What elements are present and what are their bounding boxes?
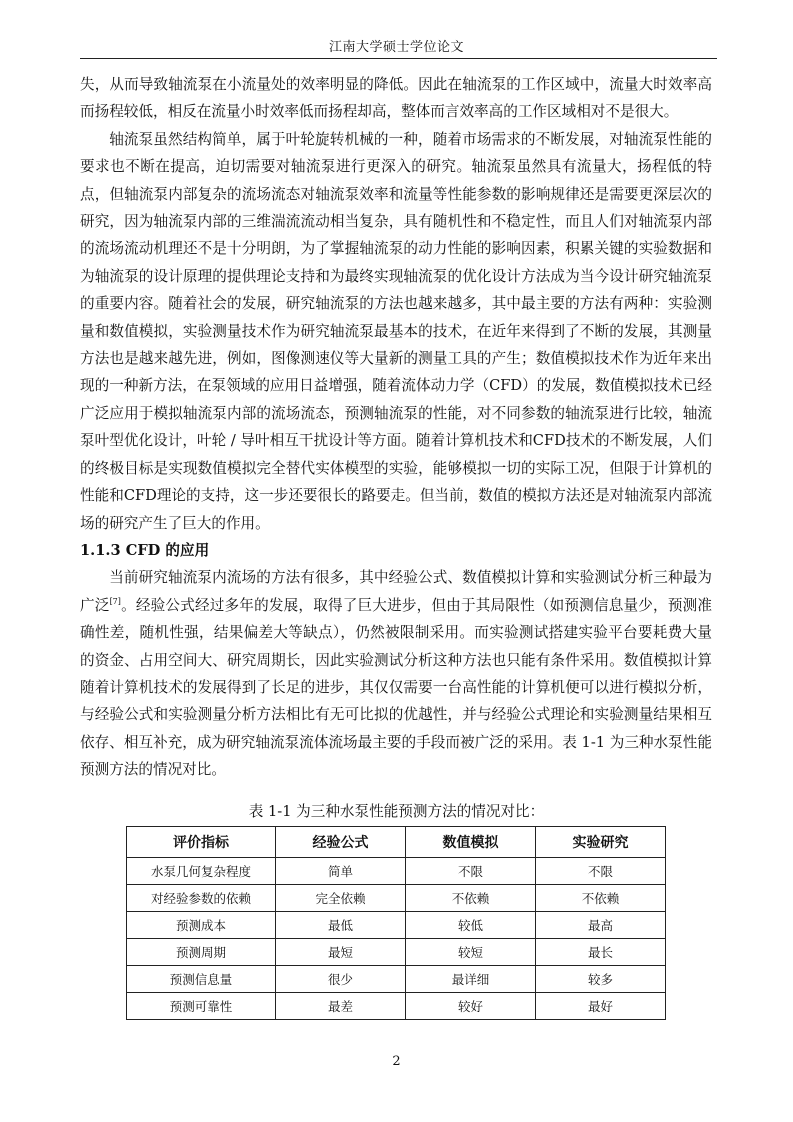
comparison-table <box>126 826 666 1020</box>
table-cell: 对经验参数的依赖 <box>127 885 276 912</box>
paragraph-continued: 失，从而导致轴流泵在小流量处的效率明显的降低。因此在轴流泵的工作区域中，流量大时效率高而扬程较低，相反在流量小时效率低而扬程却高，整体而言效率高的工作区域相对不是很大。 <box>80 76 712 121</box>
table-cell: 完全依赖 <box>276 885 406 912</box>
table-header-cell: 经验公式 <box>276 827 406 858</box>
section-heading: 1.1.3 CFD 的应用 <box>80 541 210 559</box>
table-header-row <box>127 827 666 858</box>
table-header-cell: 实验研究 <box>536 827 666 858</box>
table-cell: 较好 <box>406 993 536 1020</box>
table-cell: 不依赖 <box>536 885 666 912</box>
running-header: 江南大学硕士学位论文 <box>328 40 464 55</box>
table-cell: 最好 <box>536 993 666 1020</box>
table-cell: 较低 <box>406 912 536 939</box>
table-cell: 最低 <box>276 912 406 939</box>
table-cell: 不限 <box>536 858 666 885</box>
table-cell: 最高 <box>536 912 666 939</box>
table-cell: 预测信息量 <box>127 966 276 993</box>
table-cell: 水泵几何复杂程度 <box>127 858 276 885</box>
table-row <box>127 858 666 885</box>
table-row <box>127 939 666 966</box>
paragraph-cfd-application <box>80 564 712 783</box>
paragraph-text-part2: 。经验公式经过多年的发展，取得了巨大进步，但由于其局限性（如预测信息量少，预测准确性差，随机性强，结果偏差大等缺点），仍然被限制采用。而实验测试搭建实验平台要耗费大量的资金、占用空间大、研究周期长，因此实验测试分析这种方法也只能有条件采用。数值模拟计算随着计算机技术的发展得到了长足的进步，其仅仅需要一台高性能的计算机便可以进行模拟分析，与经验公式和实验测量分析方法相比有无可比拟的优越性，并与经验公式理论和实验测量结果相互依存、相互补充，成为研究轴流泵流体流场最主要的手段而被广泛的采用。表 1-1 为三种水泵性能预测方法的情况对比。 <box>80 596 712 779</box>
table-cell: 不依赖 <box>406 885 536 912</box>
table-row <box>127 885 666 912</box>
table-cell: 很少 <box>276 966 406 993</box>
table-cell: 预测可靠性 <box>127 993 276 1020</box>
paragraph-axial-pump-research: 轴流泵虽然结构简单，属于叶轮旋转机械的一种，随着市场需求的不断发展，对轴流泵性能的要求也不断在提高，迫切需要对轴流泵进行更深入的研究。轴流泵虽然具有流量大，扬程低的特点，但轴流泵内部复杂的流场流态对轴流泵效率和流量等性能参数的影响规律还是需要更深层次的研究，因为轴流泵内部的三维湍流流动相当复杂，具有随机性和不稳定性，而且人们对轴流泵内部的流场流动机理还不是十分明朗，为了掌握轴流泵的动力性能的影响因素，积累关键的实验数据和为轴流泵的设计原理的提供理论支持和为最终实现轴流泵的优化设计方法成为当今设计研究轴流泵的重要内容。随着社会的发展，研究轴流泵的方法也越来越多，其中最主要的方法有两种：实验测量和数值模拟，实验测量技术作为研究轴流泵最基本的技术，在近年来得到了不断的发展，其测量方法也是越来越先进，例如，图像测速仪等大量新的测量工具的产生；数值模拟技术作为近年来出现的一种新方法，在泵领域的应用日益增强，随着流体动力学（CFD）的发展，数值模拟技术已经广泛应用于模拟轴流泵内部的流场流态，预测轴流泵的性能，对不同参数的轴流泵进行比较，轴流泵叶型优化设计，叶轮 / 导叶相互干扰设计等方面。随着计算机技术和CFD技术的不断发展，人们的终极目标是实现数值模拟完全替代实体模型的实验，能够模拟一切的实际工况，但限于计算机的性能和CFD理论的支持，这一步还要很长的路要走。但当前，数值的模拟方法还是对轴流泵内部流场的研究产生了巨大的作用。 <box>80 130 712 532</box>
body-text <box>80 71 712 784</box>
table-cell: 较多 <box>536 966 666 993</box>
table-cell: 预测成本 <box>127 912 276 939</box>
paragraph-text-part1: 当前研究轴流泵内流场的方法有很多，其中经验公式、数值模拟计算和实验测试分析三种最为广泛 <box>80 569 712 614</box>
table-row <box>127 966 666 993</box>
table-cell: 预测周期 <box>127 939 276 966</box>
citation-ref: [7] <box>109 596 121 606</box>
table-header-cell: 评价指标 <box>127 827 276 858</box>
table-caption: 表 1-1 为三种水泵性能预测方法的情况对比： <box>248 803 545 820</box>
table-cell: 最短 <box>276 939 406 966</box>
table-cell: 不限 <box>406 858 536 885</box>
table-cell: 最差 <box>276 993 406 1020</box>
table-cell: 较短 <box>406 939 536 966</box>
table-cell: 最详细 <box>406 966 536 993</box>
table-row <box>127 912 666 939</box>
page-number: 2 <box>392 1054 401 1069</box>
table-row <box>127 993 666 1020</box>
header-rule <box>80 58 717 59</box>
table-cell: 最长 <box>536 939 666 966</box>
table-header-cell: 数值模拟 <box>406 827 536 858</box>
table-cell: 简单 <box>276 858 406 885</box>
